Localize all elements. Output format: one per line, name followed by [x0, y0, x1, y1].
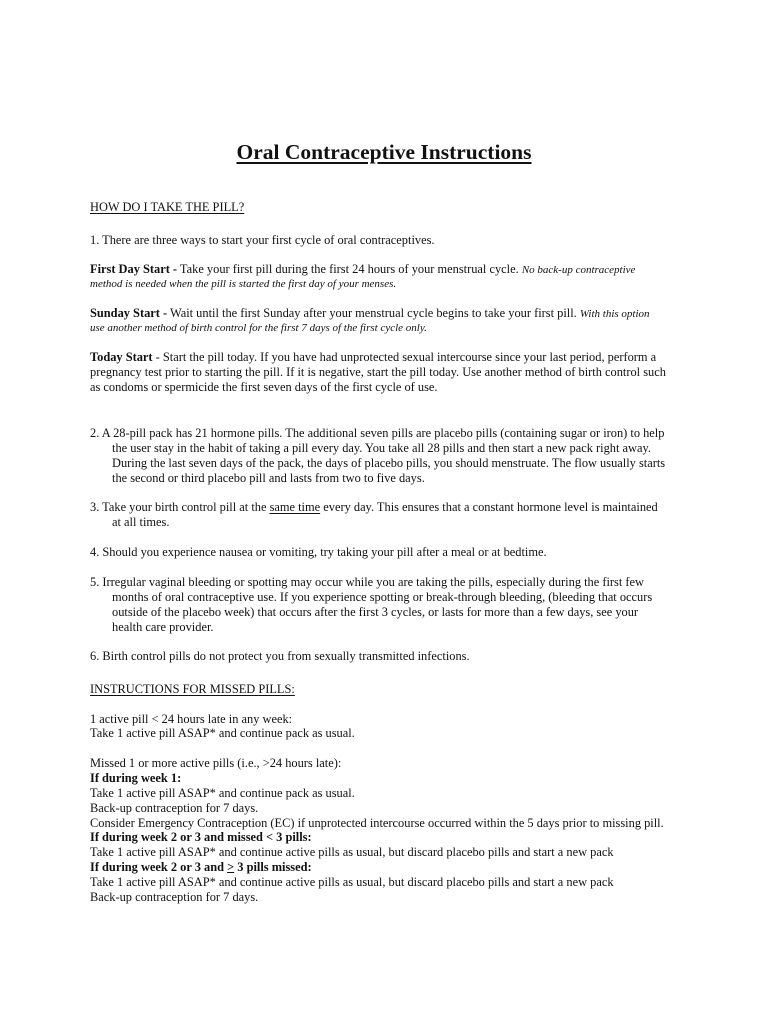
week-2-3-3-plus-heading [90, 860, 312, 875]
today-start-label: Today Start [90, 350, 153, 364]
sunday-start-note: With this option [579, 308, 650, 320]
week-2-3-under-3-line-1: Take 1 active pill ASAP* and continue active pills as usual, but discard placebo pills and start a new pack [90, 845, 614, 859]
item-6: 6. Birth control pills do not protect you from sexually transmitted infections. [90, 649, 470, 663]
first-day-start-label: First Day Start - [90, 262, 178, 276]
week-1-line-3: Consider Emergency Contraception (EC) if unprotected intercourse occurred within the 5 days prior to missing pill. [90, 816, 664, 830]
item-5-line-2: months of oral contraceptive use. If you experience spotting or break-through bleeding, (bleeding that occurs [112, 590, 653, 604]
today-start-line [90, 350, 656, 365]
item-3-post: every day. This ensures that a constant hormone level is maintained [320, 500, 658, 514]
week-1-line-2: Back-up contraception for 7 days. [90, 801, 259, 815]
sunday-start-line [90, 306, 650, 322]
missed-one-late-action: Take 1 active pill ASAP* and continue pack as usual. [90, 726, 355, 740]
item-5-line-4: health care provider. [112, 620, 214, 634]
item-3 [90, 500, 658, 515]
item-2: 2. A 28-pill pack has 21 hormone pills. The additional seven pills are placebo pills (containing sugar or iron) to help [90, 426, 665, 440]
today-start-text: - Start the pill today. If you have had unprotected sexual intercourse since your last period, perform a [152, 350, 657, 364]
week-2-3-3-plus-line-1: Take 1 active pill ASAP* and continue active pills as usual, but discard placebo pills and start a new pack [90, 875, 614, 889]
first-day-start-text: Take your first pill during the first 24 hours of your menstrual cycle. [177, 262, 522, 276]
first-day-start-note-cont: method is needed when the pill is started the first day of your menses. [90, 278, 397, 290]
week-2-3-3-plus-post: 3 pills missed: [234, 860, 312, 874]
item-1: 1. There are three ways to start your first cycle of oral contraceptives. [90, 233, 435, 247]
item-5: 5. Irregular vaginal bleeding or spotting may occur while you are taking the pills, especially during the first few [90, 575, 644, 589]
today-start-text-2: pregnancy test prior to starting the pill. If it is negative, start the pill today. Use another method of birth control such [90, 365, 666, 379]
item-3-pre: 3. Take your birth control pill at the [90, 500, 270, 514]
today-start-text-3: as condoms or spermicide the first seven days of the first cycle of use. [90, 380, 438, 394]
missed-one-late: 1 active pill < 24 hours late in any week: [90, 712, 293, 726]
first-day-start-line [90, 262, 635, 278]
item-4: 4. Should you experience nausea or vomiting, try taking your pill after a meal or at bedtime. [90, 545, 547, 559]
week-2-3-3-plus-pre: If during week 2 or 3 and [90, 860, 228, 874]
page-title: Oral Contraceptive Instructions [236, 140, 532, 164]
missed-one-or-more: Missed 1 or more active pills (i.e., >24 hours late): [90, 756, 342, 770]
item-5-line-3: outside of the placebo week) that occurs after the first 3 cycles, or lasts for more than a few days, see your [112, 605, 639, 619]
week-2-3-under-3-heading: If during week 2 or 3 and missed < 3 pills: [90, 830, 312, 844]
section-heading-missed-pills: INSTRUCTIONS FOR MISSED PILLS: [90, 682, 295, 696]
week-1-heading: If during week 1: [90, 771, 182, 785]
item-3-emphasis: same time [269, 500, 321, 514]
item-2-line-3: During the last seven days of the pack, the days of placebo pills, you should menstruate. The flow usually starts [112, 456, 666, 470]
week-1-line-1: Take 1 active pill ASAP* and continue pack as usual. [90, 786, 355, 800]
item-2-line-4: the second or third placebo pill and lasts from two to five days. [112, 471, 425, 485]
item-2-line-2: the user stay in the habit of taking a pill every day. You take all 28 pills and then start a new pack right away. [112, 441, 651, 455]
item-3-line-2: at all times. [112, 515, 170, 529]
sunday-start-text: Wait until the first Sunday after your menstrual cycle begins to take your first pill. [167, 306, 580, 320]
greater-or-equal-symbol: > [227, 860, 235, 874]
sunday-start-note-cont: use another method of birth control for the first 7 days of the first cycle only. [90, 322, 427, 334]
first-day-start-note: No back-up contraceptive [521, 264, 636, 276]
sunday-start-label: Sunday Start - [90, 306, 168, 320]
week-2-3-3-plus-line-2: Back-up contraception for 7 days. [90, 890, 259, 904]
section-heading-how-to-take: HOW DO I TAKE THE PILL? [90, 200, 245, 214]
